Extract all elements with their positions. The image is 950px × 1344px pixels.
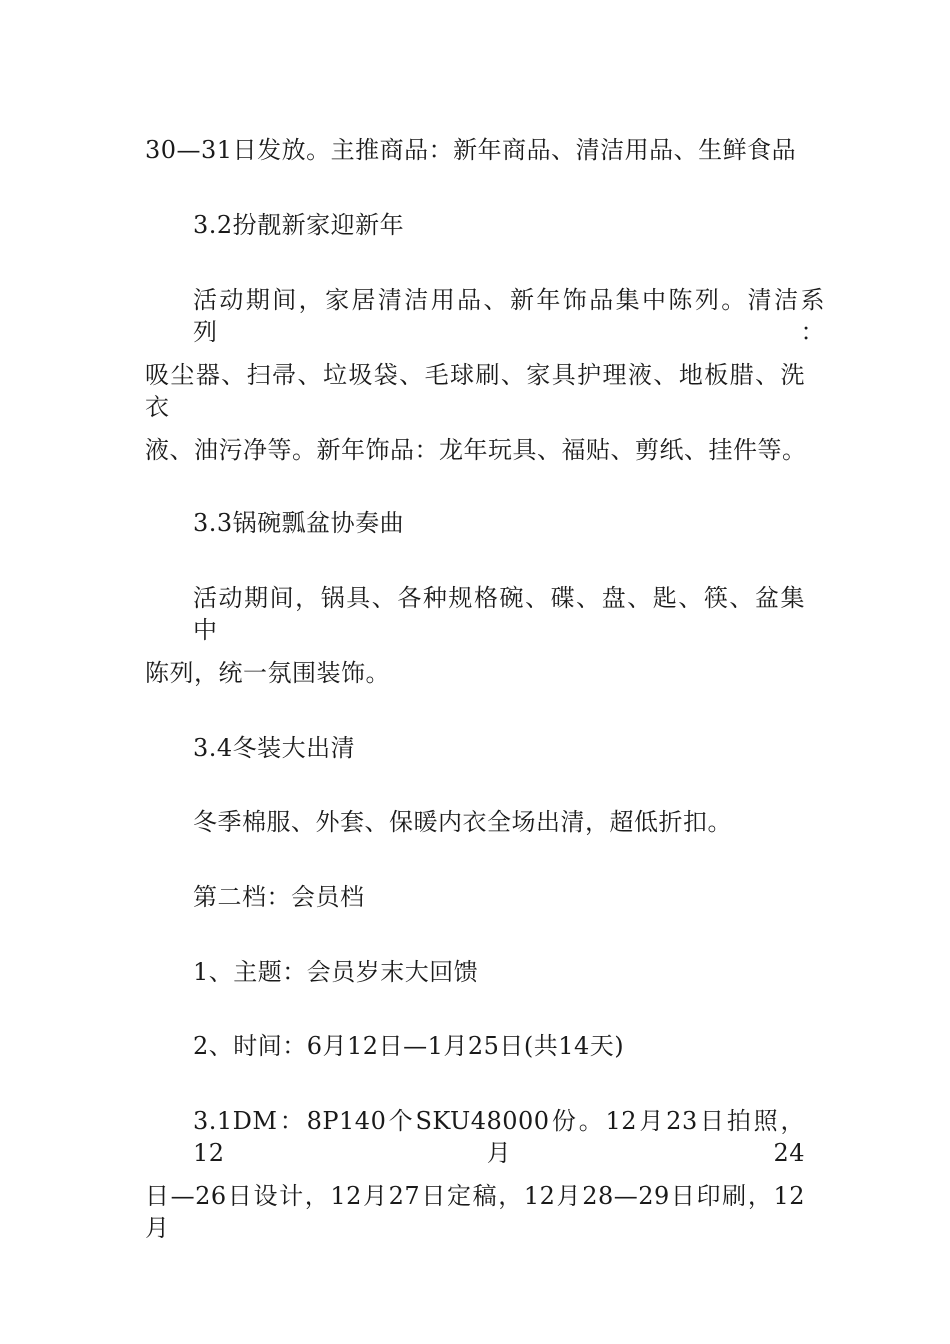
paragraph-line: 液、油污净等。新年饰品：龙年玩具、福贴、剪纸、挂件等。 [145, 436, 807, 464]
paragraph-line: 1、主题：会员岁末大回馈 [193, 958, 479, 986]
paragraph-line: 吸尘器、扫帚、垃圾袋、毛球刷、家具护理液、地板腊、洗衣 [145, 361, 805, 421]
section-heading: 第二档：会员档 [193, 883, 365, 911]
paragraph-line: 2、时间：6月12日—1月25日(共14天) [193, 1032, 625, 1060]
paragraph-line: 3.1DM：8P140个SKU48000份。12月23日拍照，12月24 [193, 1107, 805, 1167]
section-heading: 3.4冬装大出清 [193, 734, 356, 762]
paragraph-line: 陈列，统一氛围装饰。 [145, 659, 390, 687]
paragraph-line: 冬季棉服、外套、保暖内衣全场出清，超低折扣。 [193, 808, 732, 836]
paragraph-line: 日—26日设计，12月27日定稿，12月28—29日印刷，12月 [145, 1182, 805, 1242]
section-heading: 3.3锅碗瓢盆协奏曲 [193, 509, 405, 537]
paragraph-line: 活动期间，锅具、各种规格碗、碟、盘、匙、筷、盆集中 [193, 584, 805, 644]
text-line: 30—31日发放。主推商品：新年商品、清洁用品、生鲜食品 [145, 136, 797, 164]
section-heading: 3.2扮靓新家迎新年 [193, 211, 405, 239]
paragraph-line: 活动期间，家居清洁用品、新年饰品集中陈列。清洁系列： [193, 286, 825, 346]
